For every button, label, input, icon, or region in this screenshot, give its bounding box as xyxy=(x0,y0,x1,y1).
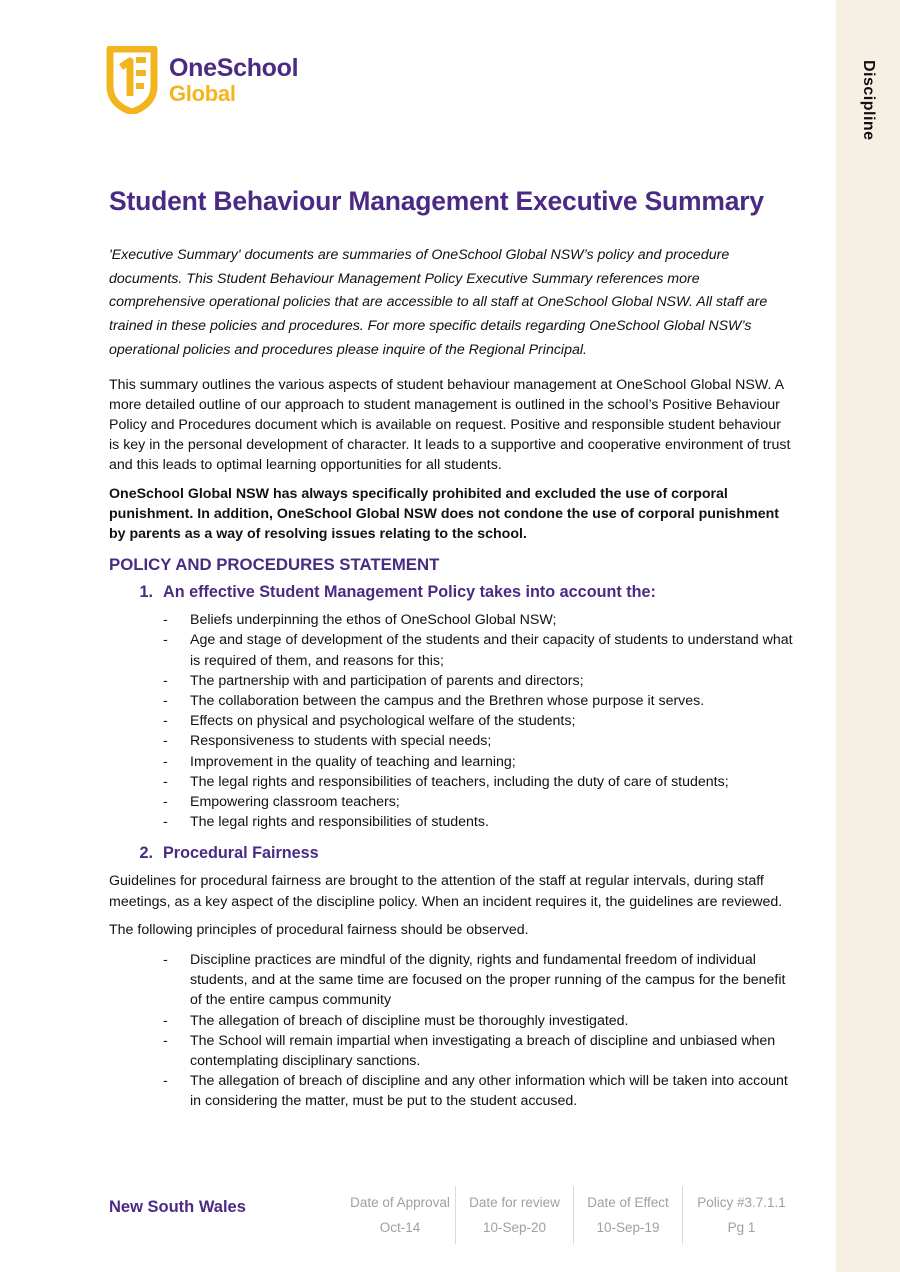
sidebar-label: Discipline xyxy=(860,60,877,141)
footer-region: New South Wales xyxy=(109,1198,246,1216)
footer-effect-cell: Date of Effect 10-Sep-19 xyxy=(573,1186,682,1244)
list-item: - Effects on physical and psychological welfare of the students; xyxy=(163,713,576,730)
logo-word-oneschool: OneSchool xyxy=(169,54,299,82)
section-heading: POLICY AND PROCEDURES STATEMENT xyxy=(109,555,440,575)
summary-paragraph: This summary outlines the various aspects of student behaviour management at OneSchool Global NSW. A more detailed outline of our approach to student management is outlined in the school’s Positive Behaviour Policy and Procedures document which is available on request. Positive and responsible student behaviour is key in the personal development of character. It leads to a supportive and cooperative environment of trust and this leads to optimal learning opportunities for all students. xyxy=(109,376,791,474)
footer-review-cell: Date for review 10-Sep-20 xyxy=(455,1186,573,1244)
list-item: - Responsiveness to students with special needs; xyxy=(163,733,492,750)
list-item: - The allegation of breach of discipline must be thoroughly investigated. xyxy=(163,1012,629,1029)
sidebar-tab xyxy=(836,0,900,1272)
footer-approval-cell: Date of Approval Oct-14 xyxy=(350,1195,450,1235)
list-item: - Age and stage of development of the students and their capacity of students to understand what is required of them, and reasons for this; xyxy=(163,632,793,669)
list-item: - The partnership with and participation of parents and directors; xyxy=(163,672,584,689)
logo xyxy=(106,46,306,116)
footer-info-table xyxy=(345,1186,800,1244)
oneschool-logo-icon xyxy=(106,46,158,114)
document-body xyxy=(109,186,793,1112)
item-2-list xyxy=(109,950,793,1112)
list-item: - The legal rights and responsibilities of teachers, including the duty of care of students; xyxy=(163,773,729,790)
intro-paragraph: 'Executive Summary' documents are summaries of OneSchool Global NSW’s policy and procedure documents. This Student Behaviour Management Policy Executive Summary references more comprehensive operational policies that are accessible to all staff at OneSchool Global NSW. All staff are trained in these policies and procedures. For more specific details regarding OneSchool Global NSW’s operational policies and procedures please inquire of the Regional Principal. xyxy=(109,247,768,358)
list-item: - Beliefs underpinning the ethos of OneSchool Global NSW; xyxy=(163,612,557,629)
page-title: Student Behaviour Management Executive Summary xyxy=(109,186,764,216)
item-1-title: An effective Student Management Policy takes into account the: xyxy=(163,583,656,602)
item-1-number: 1. xyxy=(139,583,153,602)
list-item: - The allegation of breach of discipline and any other information which will be taken into account in considering the matter, must be put to the student accused. xyxy=(163,1073,788,1110)
list-item: - The legal rights and responsibilities of students. xyxy=(163,814,489,831)
logo-word-global: Global xyxy=(169,81,236,106)
list-item: - The collaboration between the campus and the Brethren whose purpose it serves. xyxy=(163,692,705,709)
list-item: - The School will remain impartial when investigating a breach of discipline and unbiased when contemplating disciplinary sanctions. xyxy=(163,1032,776,1069)
procedural-fairness-paragraph: Guidelines for procedural fairness are brought to the attention of the staff at regular intervals, during staff meetings, as a key aspect of the discipline policy. When an incident requires it, the guidelines are reviewed. xyxy=(109,873,783,910)
corporal-punishment-paragraph: OneSchool Global NSW has always specifically prohibited and excluded the use of corporal punishment. In addition, OneSchool Global NSW does not condone the use of corporal punishment by parents as a way of resolving issues relating to the school. xyxy=(109,485,779,542)
item-2-title: Procedural Fairness xyxy=(163,844,319,863)
item-1-heading xyxy=(109,583,793,602)
item-1-list xyxy=(109,610,793,832)
list-item: - Improvement in the quality of teaching and learning; xyxy=(163,753,516,770)
footer-policy-cell: Policy #3.7.1.1 Pg 1 xyxy=(682,1186,800,1244)
item-2-heading xyxy=(109,844,793,863)
list-item: - Empowering classroom teachers; xyxy=(163,793,400,810)
item-2-number: 2. xyxy=(139,844,153,863)
list-item: - Discipline practices are mindful of the dignity, rights and fundamental freedom of individual students, and at the same time are focused on the proper running of the campus for the benefit of the entire campus community xyxy=(163,951,786,1009)
principles-intro: The following principles of procedural fairness should be observed. xyxy=(109,921,529,938)
